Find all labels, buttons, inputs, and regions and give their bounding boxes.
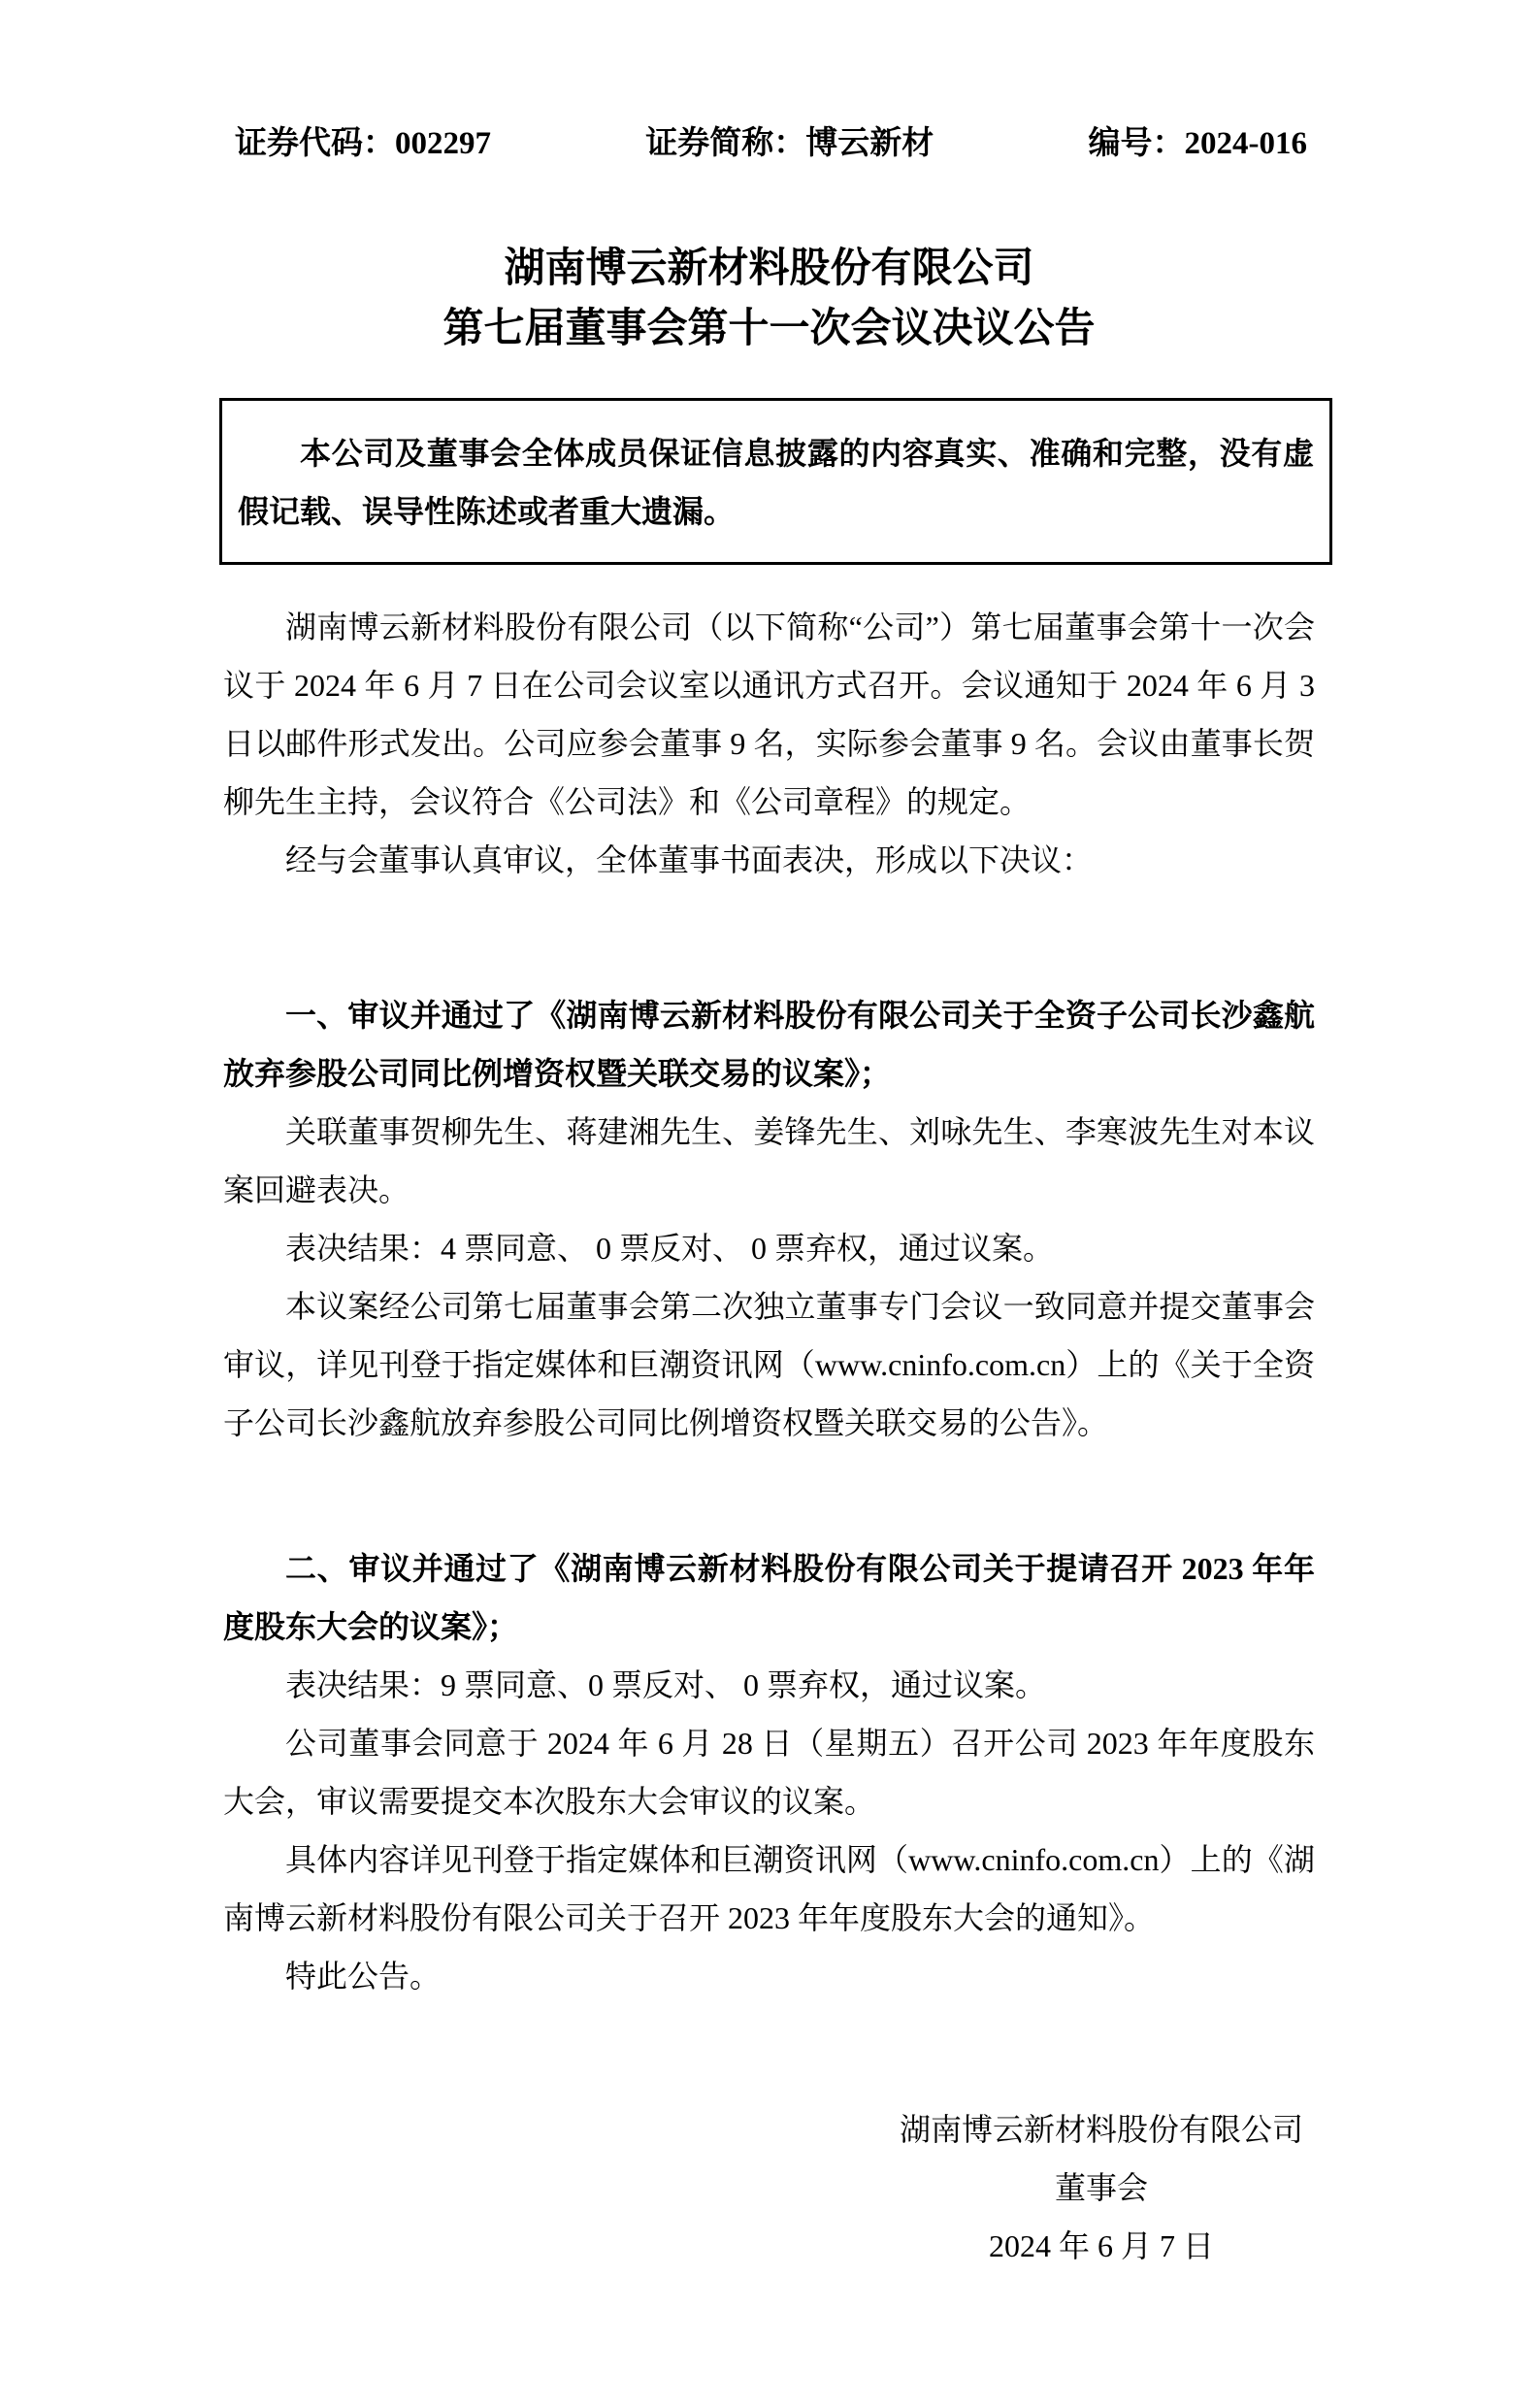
intro-paragraph-1: 湖南博云新材料股份有限公司（以下简称“公司”）第七届董事会第十一次会议于 2024 年 6 月 7 日在公司会议室以通讯方式召开。会议通知于 2024 年 6 月 3 日以邮件形式发出。公司应参会董事 9 名，实际参会董事 9 名。会议由董事长贺柳先生主持，会议符合《公司法》和《公司章程》的规定。 [223,610,1315,819]
resolution-2-meeting-plan: 公司董事会同意于 2024 年 6 月 28 日（星期五）召开公司 2023 年年度股东大会，审议需要提交本次股东大会审议的议案。 [223,1726,1315,1819]
disclaimer-text: 本公司及董事会全体成员保证信息披露的内容真实、准确和完整，没有虚假记载、误导性陈述或者重大遗漏。 [238,436,1314,529]
intro-section [223,598,1315,889]
resolution-1-recusal: 关联董事贺柳先生、蒋建湘先生、姜锋先生、刘咏先生、李寒波先生对本议案回避表决。 [223,1114,1315,1207]
doc-number: 编号：2024-016 [1088,126,1307,161]
signature-block [830,2100,1373,2275]
disclaimer-box [219,398,1332,565]
doc-title [223,239,1315,359]
resolution-1-heading: 一、审议并通过了《湖南博云新材料股份有限公司关于全资子公司长沙鑫航放弃参股公司同比例增资权暨关联交易的议案》； [223,998,1315,1091]
closing-statement: 特此公告。 [285,1959,442,1994]
company-title: 湖南博云新材料股份有限公司 [504,247,1034,291]
resolution-1-detail: 本议案经公司第七届董事会第二次独立董事专门会议一致同意并提交董事会审议，详见刊登于指定媒体和巨潮资讯网（www.cninfo.com.cn）上的《关于全资子公司长沙鑫航放弃参股公司同比例增资权暨关联交易的公告》。 [223,1289,1315,1440]
stock-name: 证券简称：博云新材 [645,126,934,161]
resolution-2-detail: 具体内容详见刊登于指定媒体和巨潮资讯网（www.cninfo.com.cn）上的《湖南博云新材料股份有限公司关于召开 2023 年年度股东大会的通知》。 [223,1842,1315,1935]
resolution-2-vote-result: 表决结果：9 票同意、0 票反对、 0 票弃权，通过议案。 [285,1667,1047,1702]
stock-code: 证券代码：002297 [235,126,491,161]
resolution-2-section [223,1539,1315,2005]
announcement-body [223,598,1315,2005]
resolution-2-heading: 二、审议并通过了《湖南博云新材料股份有限公司关于提请召开 2023 年年度股东大会的议案》； [223,1551,1315,1644]
signature-company: 湖南博云新材料股份有限公司 [899,2112,1303,2147]
resolution-1-section [223,986,1315,1452]
signature-date: 2024 年 6 月 7 日 [988,2228,1214,2263]
intro-paragraph-2: 经与会董事认真审议，全体董事书面表决，形成以下决议： [285,842,1094,877]
signature-issuer: 董事会 [1054,2170,1148,2205]
doc-header [235,124,1307,163]
resolution-1-vote-result: 表决结果：4 票同意、 0 票反对、 0 票弃权，通过议案。 [285,1231,1055,1266]
meeting-title: 第七届董事会第十一次会议决议公告 [442,307,1096,351]
